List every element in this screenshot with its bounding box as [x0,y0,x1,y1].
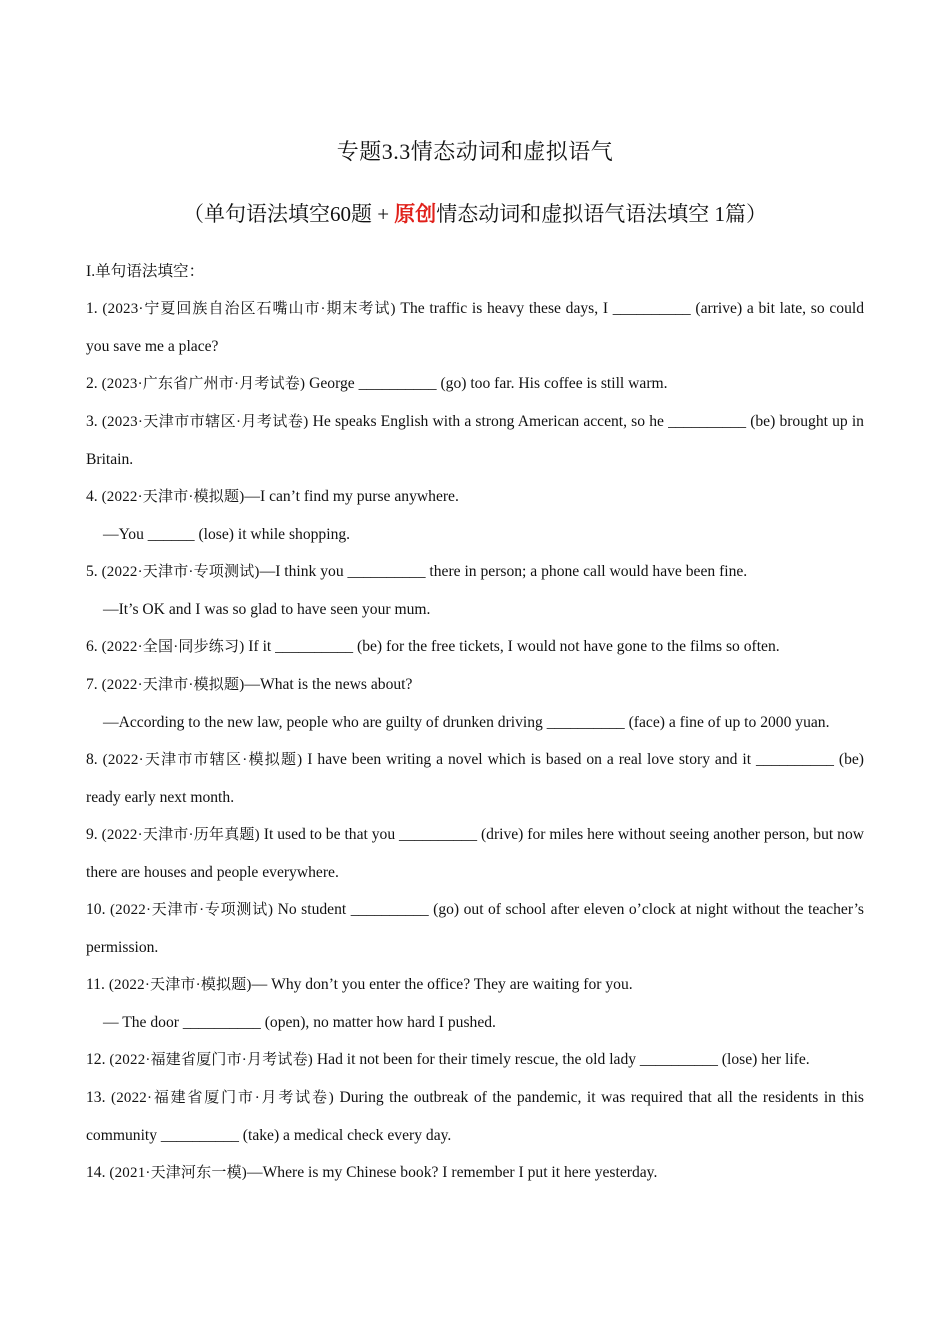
question-item [86,1154,864,1192]
question-text: George __________ (go) too far. His coffee is still warm. [305,375,668,392]
question-item [86,553,864,591]
question-number: 6. [86,638,98,655]
page-title: 专题3.3情态动词和虚拟语气 [336,139,614,164]
question-item [86,741,864,816]
question-number: 2. [86,375,98,392]
question-source: (2021·天津河东一模) [109,1165,247,1181]
question-source: (2022·全国·同步练习) [101,639,245,655]
question-number: 10. [86,901,106,918]
question-source: (2022·天津市·模拟题) [108,977,252,993]
question-source: (2022·天津市·历年真题) [101,827,260,843]
subtitle-suffix: 情态动词和虚拟语气语法填空 1篇） [436,202,768,226]
question-reply: —It’s OK and I was so glad to have seen your mum. [103,601,431,618]
question-item [86,290,864,365]
question-item [86,628,864,666]
question-source: (2023·广东省广州市·月考试卷) [101,376,306,392]
question-source: (2022·福建省厦门市·月考试卷) [109,1052,313,1068]
question-number: 12. [86,1051,106,1068]
question-text: If it __________ (be) for the free tickets, I would not have gone to the films so often. [244,638,780,655]
question-item [86,403,864,478]
question-number: 11. [86,976,105,993]
question-text: No student __________ (go) out of school after eleven o’clock at night without the teacher’s permission. [86,901,864,956]
question-text: It used to be that you __________ (drive) for miles here without seeing another person, but now there are houses and people everywhere. [86,826,864,881]
question-source: (2022·天津市市辖区·模拟题) [102,752,303,768]
question-item [86,966,864,1004]
subtitle-prefix: （单句语法填空60题 + [182,202,395,226]
section-heading: I.单句语法填空： [86,263,205,280]
question-list [86,253,864,1192]
question-reply: — The door __________ (open), no matter how hard I pushed. [103,1014,496,1031]
question-source: (2022·福建省厦门市·月考试卷) [111,1090,334,1106]
question-text: I have been writing a novel which is based on a real love story and it __________ (be) ready early next month. [86,751,864,806]
question-number: 13. [86,1089,106,1106]
question-number: 9. [86,826,98,843]
question-source: (2023·天津市市辖区·月考试卷) [101,414,309,430]
question-number: 4. [86,488,98,505]
question-item [86,365,864,403]
question-source: (2022·天津市·模拟题) [101,677,245,693]
question-text: —Where is my Chinese book? I remember I put it here yesterday. [247,1164,658,1181]
question-item [86,478,864,516]
subtitle-original-tag: 原创 [394,202,437,226]
question-text: — Why don’t you enter the office? They are waiting for you. [251,976,633,993]
question-text: During the outbreak of the pandemic, it was required that all the residents in this community __________ (take) a medical check every day. [86,1089,864,1144]
question-text: —I can’t find my purse anywhere. [244,488,459,505]
question-item [86,1041,864,1079]
question-text: Had it not been for their timely rescue, the old lady __________ (lose) her life. [313,1051,810,1068]
page-subtitle [0,198,950,228]
question-number: 8. [86,751,98,768]
question-number: 14. [86,1164,106,1181]
question-text: —What is the news about? [244,676,413,693]
question-source: (2022·天津市·专项测试) [101,564,260,580]
question-text: —I think you __________ there in person; a phone call would have been fine. [259,563,748,580]
question-number: 7. [86,676,98,693]
question-number: 5. [86,563,98,580]
question-item [86,666,864,704]
question-text: The traffic is heavy these days, I __________ (arrive) a bit late, so could you save me a place? [86,300,864,355]
question-item [86,1079,864,1154]
question-reply: —According to the new law, people who are guilty of drunken driving __________ (face) a fine of up to 2000 yuan. [103,714,830,731]
question-source: (2022·天津市·专项测试) [109,902,274,918]
question-source: (2022·天津市·模拟题) [101,489,245,505]
question-reply: —You ______ (lose) it while shopping. [103,526,351,543]
question-source: (2023·宁夏回族自治区石嘴山市·期末考试) [102,301,396,317]
question-text: He speaks English with a strong American accent, so he __________ (be) brought up in Britain. [86,413,864,468]
question-number: 3. [86,413,98,430]
question-number: 1. [86,300,98,317]
question-item [86,816,864,891]
question-item [86,891,864,966]
